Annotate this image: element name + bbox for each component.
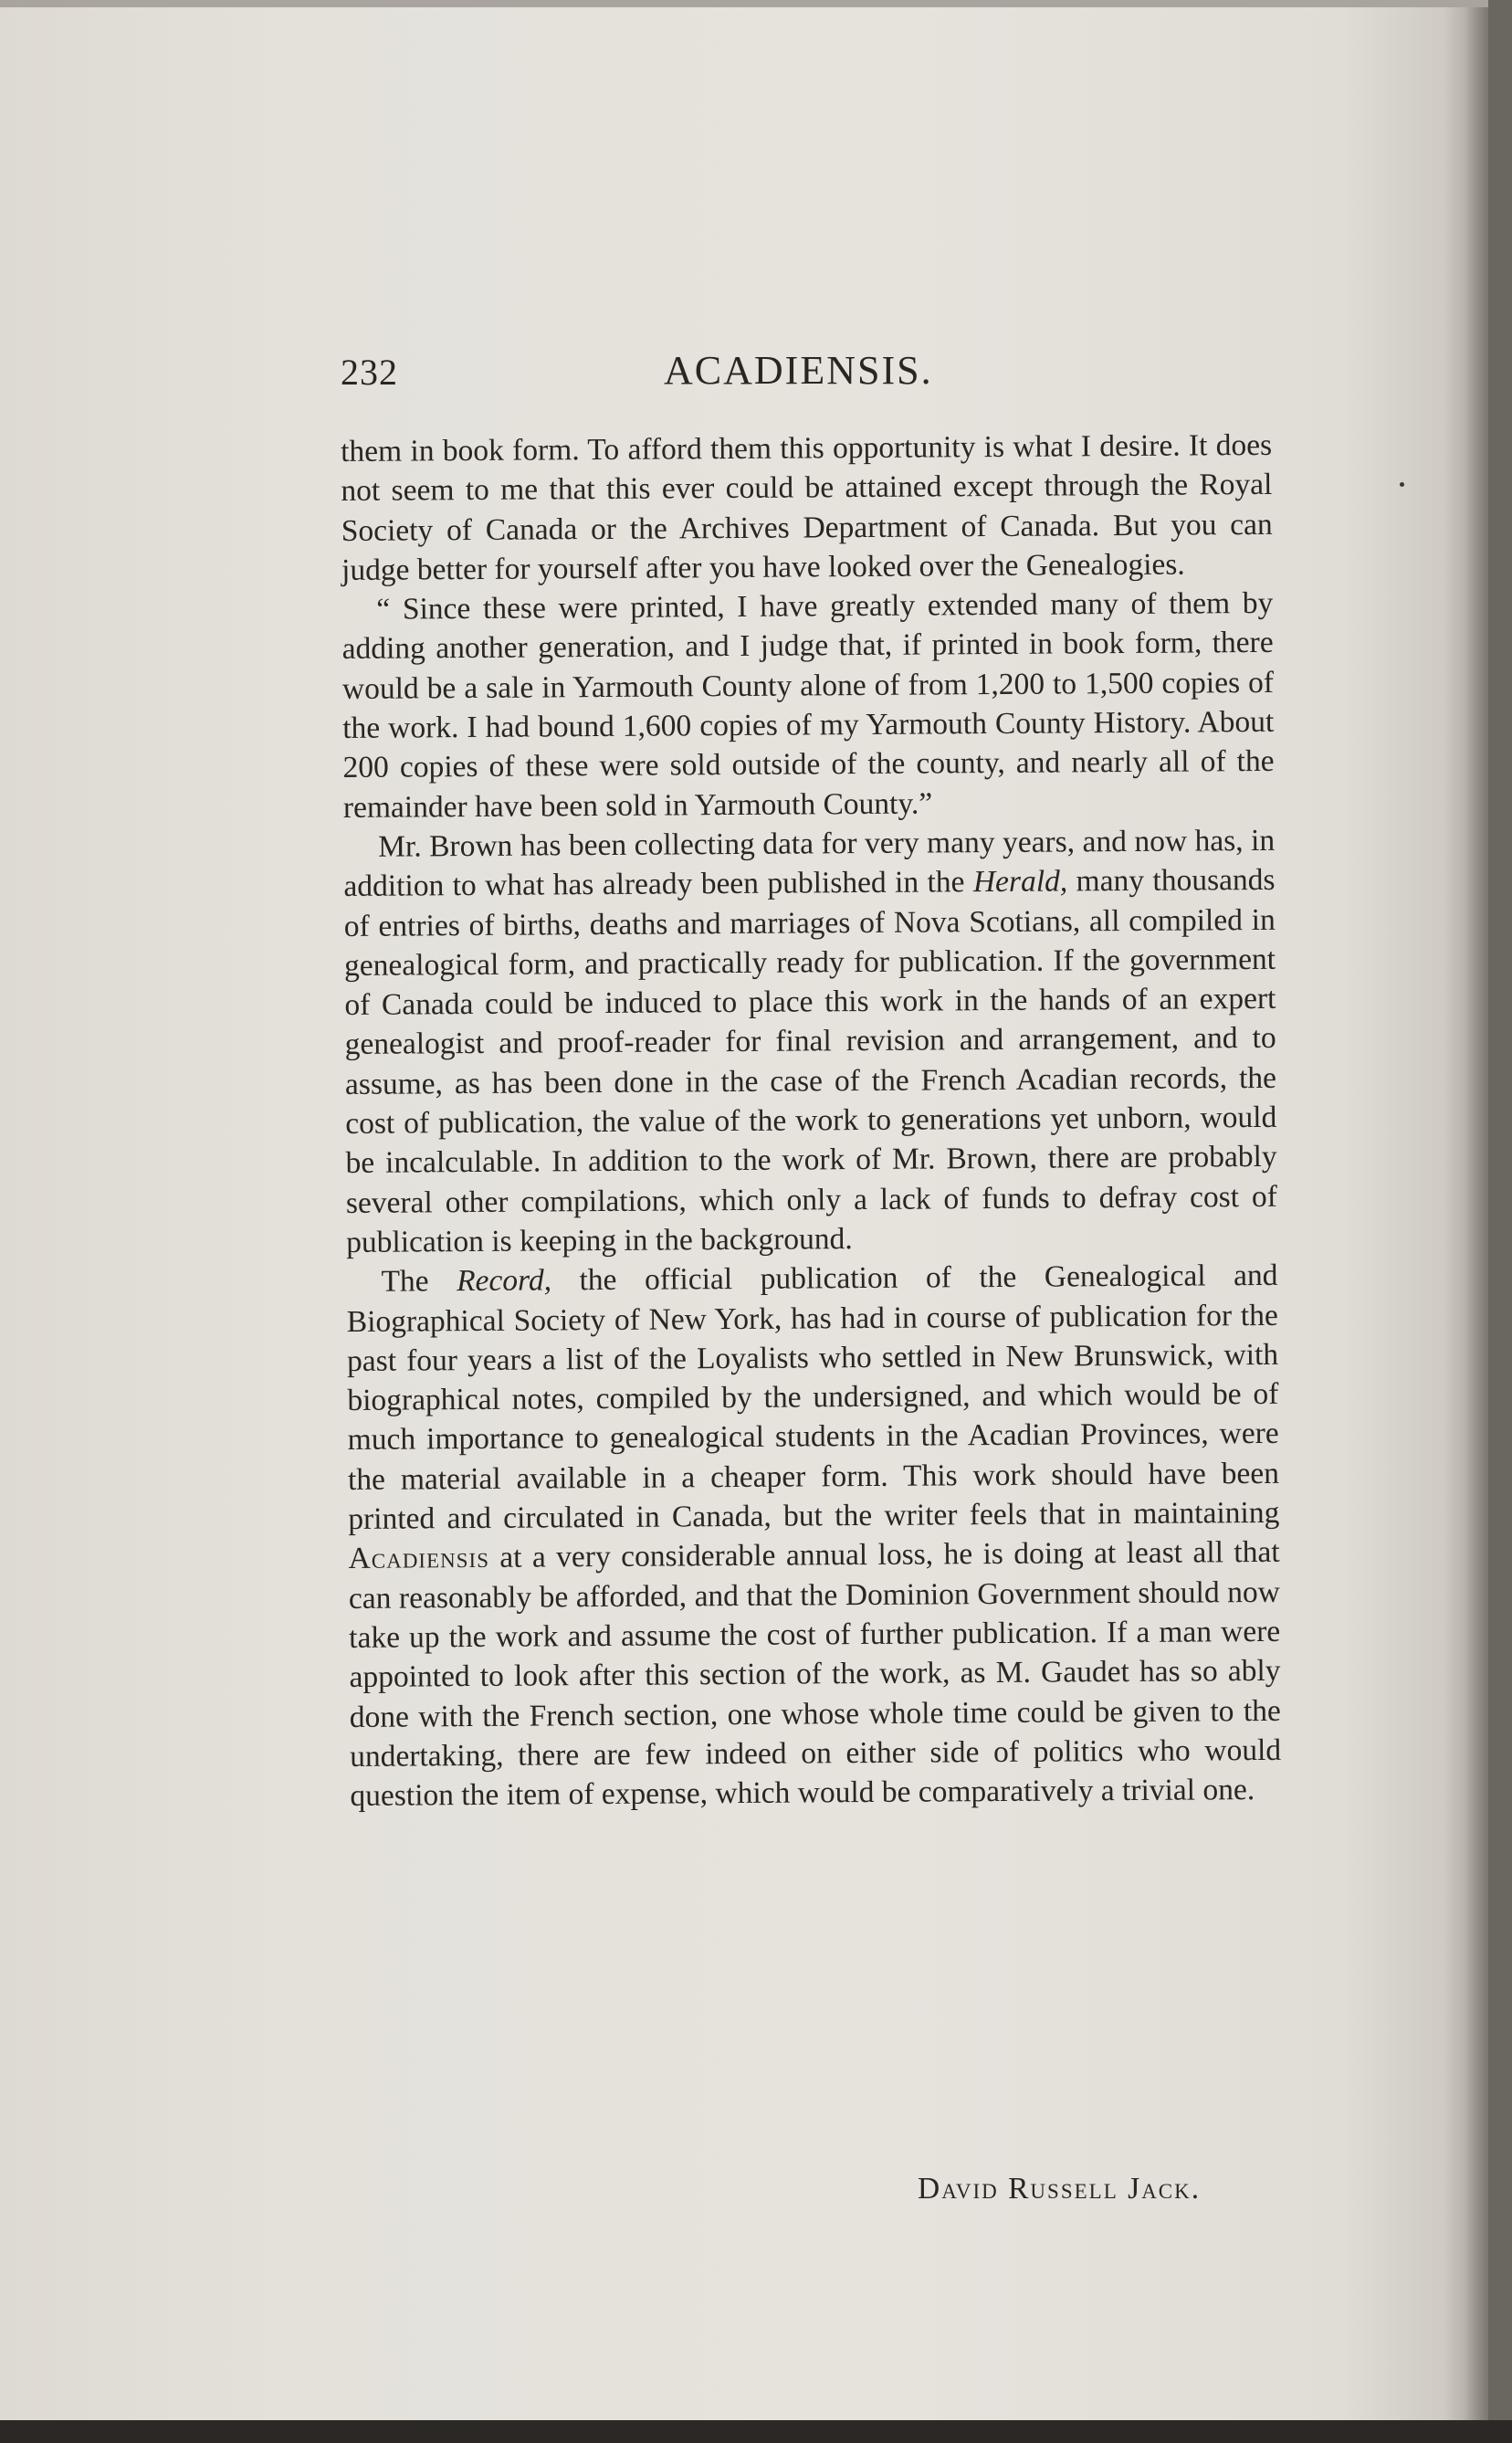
signature: David Russell Jack. bbox=[918, 2172, 1202, 2206]
paragraph-3-text-b: many thousands of entries of births, deaths and marriages of Nova Scotians, all compiled in genealogical form, and practically ready for publication. If the government of Canada could be induced to place this work in the hands of an expert genealogist and proof-reader for final revision and arrangement, and to assume, as has been done in the case of the French Acadian records, the cost of publication, the value of the work to generations yet unborn, would be incalculable. In addition to the work of Mr. Brown, there are probably several other compilations, which only a lack of funds to defray cost of publication is keeping in the background. bbox=[343, 863, 1277, 1259]
paragraph-4-text-c: at a very considerable annual loss, he is doing at least all that can reasonably be afforded, and that the Dominion Government should now take up the work and assume the cost of further publication. If a man were appointed to look after this section of the work, as M. Gaudet has so ably done with the French section, one whose whole time could be given to the undertaking, there are few indeed on either side of politics who would question the item of expense, which would be comparatively a trivial one. bbox=[348, 1535, 1282, 1814]
paragraph-4 bbox=[346, 1256, 1281, 1816]
body-text bbox=[341, 426, 1282, 1816]
paragraph-3 bbox=[343, 821, 1277, 1262]
page-number: 232 bbox=[341, 352, 398, 393]
paper-speck bbox=[1400, 482, 1404, 487]
acadiensis-smallcaps: Acadiensis bbox=[348, 1541, 490, 1576]
record-italic: Record, bbox=[457, 1263, 552, 1299]
paragraph-3-text-a: Mr. Brown has been collecting data for very many years, and now has, in addition to what has already been published in the bbox=[343, 823, 1276, 904]
scan-bottom-edge bbox=[0, 2420, 1512, 2443]
page-header bbox=[341, 347, 1254, 402]
paragraph-1: them in book form. To afford them this opportunity is what I desire. It does not seem to me that this ever could be attained except through the Royal Society of Canada or the Archives Department of Canada. But you can judge better for yourself after you have looked over the Genealogies. bbox=[341, 427, 1273, 587]
running-title: ACADIENSIS. bbox=[664, 348, 933, 393]
paragraph-2: “ Since these were printed, I have greatly extended many of them by adding another generation, and I judge that, if printed in book form, there would be a sale in Yarmouth County alone of from 1,200 to 1,500 copies of the work. I had bound 1,600 copies of my Yarmouth County History. About 200 copies of these were sold outside of the county, and nearly all of the remainder have been sold in Yarmouth County.” bbox=[341, 586, 1275, 825]
paragraph-4-text-a: The bbox=[381, 1264, 457, 1299]
paragraph-4-text-b: the official publication of the Genealogical and Biographical Society of New York, has had in course of publication for the past four years a list of the Loyalists who settled in New Brunswick, with biographical notes, compiled by the undersigned, and which would be of much importance to genealogical students in the Acadian Provinces, were the material available in a cheaper form. This work should have been printed and circulated in Canada, but the writer feels that in maintaining bbox=[346, 1258, 1280, 1536]
herald-italic: Herald, bbox=[972, 864, 1068, 900]
